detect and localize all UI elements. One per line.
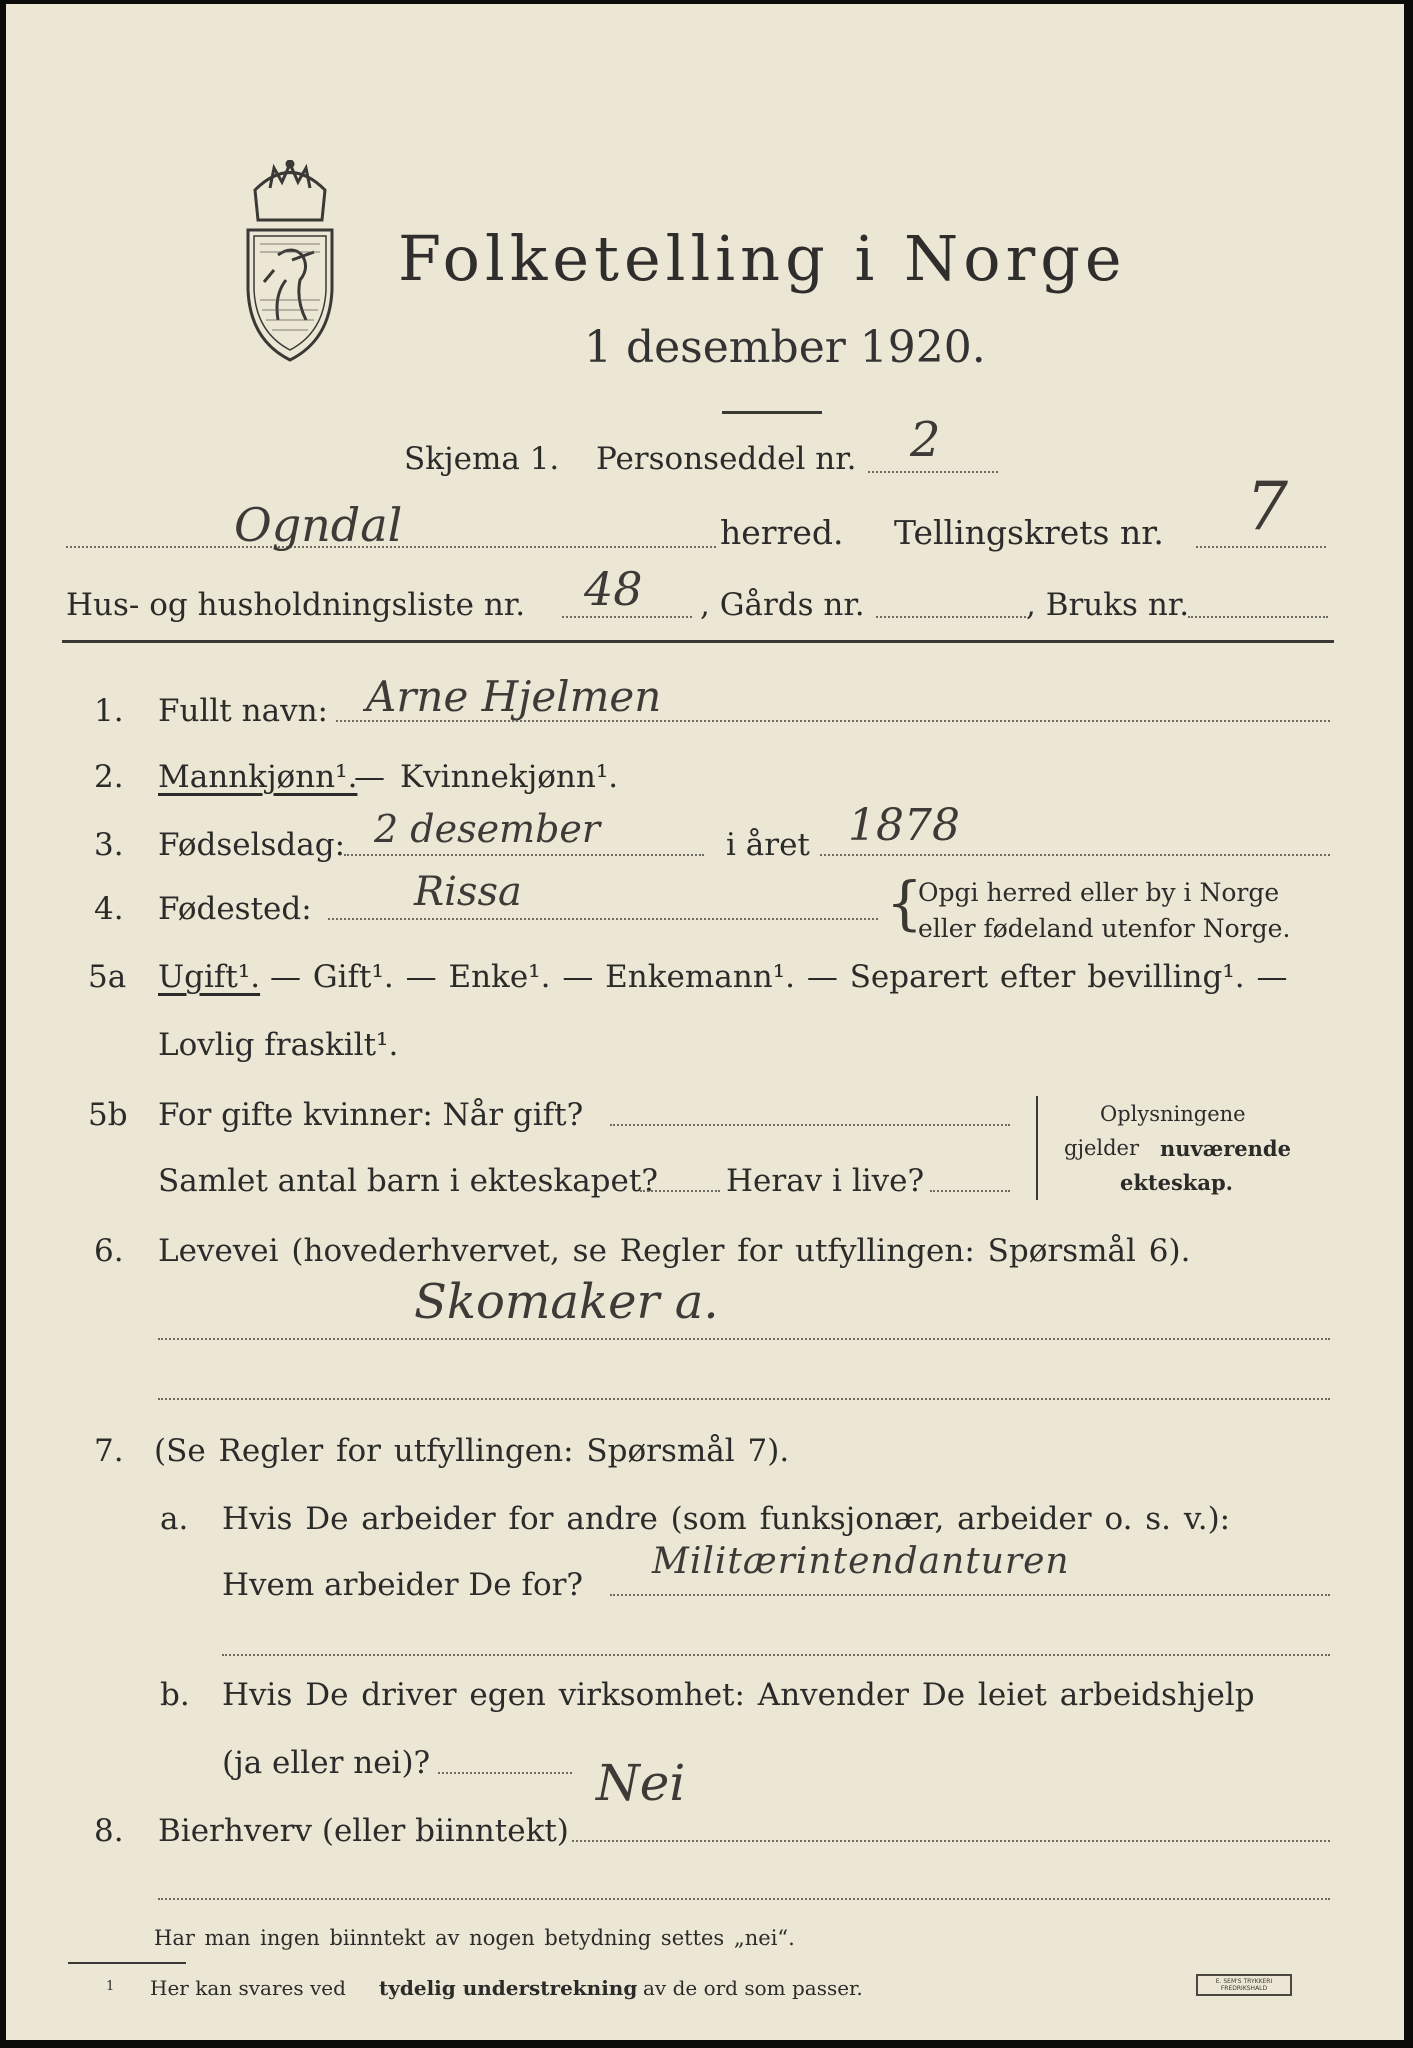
printer-stamp-text: E. SEM'S TRYKKERI FREDRIKSHALD bbox=[1215, 1978, 1273, 1992]
q7a-letter: a. bbox=[160, 1501, 189, 1537]
q6-label: Levevei (hovederhvervet, se Regler for utfyllingen: Spørsmål 6). bbox=[158, 1233, 1191, 1269]
q5b-note-line2-pre: gjelder bbox=[1064, 1136, 1140, 1160]
q4-number: 4. bbox=[94, 891, 124, 927]
q7b-line1: Hvis De driver egen virksomhet: Anvender De leiet arbeidshjelp bbox=[222, 1677, 1255, 1713]
printer-stamp bbox=[1196, 1974, 1292, 1996]
title-divider bbox=[722, 411, 822, 414]
q7a-line bbox=[610, 1594, 1330, 1596]
q5a-ugift: Ugift¹. bbox=[158, 959, 261, 995]
q8-number: 8. bbox=[94, 1813, 124, 1849]
skjema-label: Skjema 1. bbox=[404, 441, 560, 477]
bruks-label: , Bruks nr. bbox=[1026, 587, 1190, 623]
gards-label: , Gårds nr. bbox=[700, 587, 865, 623]
q5b-alive-line bbox=[930, 1190, 1010, 1192]
q3-year-label: i året bbox=[726, 827, 810, 863]
q8-line-extra bbox=[158, 1898, 1330, 1900]
q7b-line bbox=[438, 1772, 572, 1774]
footnote-post: av de ord som passer. bbox=[643, 1976, 863, 2000]
q2-dash: — bbox=[354, 759, 385, 795]
footnote-bold: tydelig understrekning bbox=[379, 1976, 638, 2000]
q7b-letter: b. bbox=[160, 1677, 190, 1713]
footer-note: Har man ingen biinntekt av nogen betydning settes „nei“. bbox=[154, 1926, 795, 1950]
q8-line bbox=[572, 1840, 1330, 1842]
q3-day-line bbox=[344, 854, 704, 856]
tellingskrets-value[interactable]: 7 bbox=[1246, 468, 1288, 545]
q8-value[interactable]: Nei bbox=[596, 1754, 686, 1812]
q1-value[interactable]: Arne Hjelmen bbox=[366, 672, 662, 721]
hus-line bbox=[562, 616, 692, 618]
q4-note-line1: Opgi herred eller by i Norge bbox=[918, 878, 1280, 907]
coat-of-arms-icon bbox=[230, 160, 350, 370]
q5b-children-line bbox=[640, 1190, 720, 1192]
q3-year-line bbox=[820, 854, 1330, 856]
q2-male: Mannkjønn¹. bbox=[158, 759, 358, 795]
q5b-herav: Herav i live? bbox=[726, 1163, 925, 1199]
q5b-line1: For gifte kvinner: Når gift? bbox=[158, 1097, 584, 1133]
q7a-line2: Hvem arbeider De for? bbox=[222, 1567, 584, 1603]
q1-number: 1. bbox=[94, 693, 124, 729]
gards-line bbox=[876, 616, 1026, 618]
q2-female: Kvinnekjønn¹. bbox=[400, 759, 619, 795]
q5b-note-line2-bold: nuværende bbox=[1160, 1136, 1291, 1161]
footnote-pre: Her kan svares ved bbox=[150, 1976, 346, 2000]
herred-value[interactable]: Ogndal bbox=[234, 498, 403, 552]
q5b-note-line1: Oplysningene bbox=[1100, 1102, 1246, 1126]
q5b-note-bracket bbox=[1036, 1096, 1038, 1200]
bruks-line bbox=[1188, 616, 1328, 618]
herred-label: herred. bbox=[720, 513, 844, 552]
q6-line1 bbox=[158, 1338, 1330, 1340]
q4-line bbox=[328, 918, 878, 920]
q3-number: 3. bbox=[94, 827, 124, 863]
q7a-line-extra bbox=[222, 1654, 1330, 1656]
q4-label: Fødested: bbox=[158, 891, 312, 927]
q5a-options: — Gift¹. — Enke¹. — Enkemann¹. — Separert efter bevilling¹. — bbox=[270, 959, 1288, 995]
q5a-number: 5a bbox=[88, 959, 127, 995]
q4-value[interactable]: Rissa bbox=[414, 869, 522, 915]
q3-day-value[interactable]: 2 desember bbox=[374, 807, 601, 851]
q7a-line1: Hvis De arbeider for andre (som funksjonær, arbeider o. s. v.): bbox=[222, 1501, 1231, 1537]
q5b-married-line bbox=[610, 1124, 1010, 1126]
q7b-line2: (ja eller nei)? bbox=[222, 1745, 431, 1781]
q6-line2 bbox=[158, 1398, 1330, 1400]
footnote-divider bbox=[68, 1962, 186, 1964]
q4-note-brace: { bbox=[886, 869, 923, 937]
q3-year-value[interactable]: 1878 bbox=[848, 800, 960, 851]
hus-value[interactable]: 48 bbox=[584, 562, 643, 616]
q6-number: 6. bbox=[94, 1233, 124, 1269]
tellingskrets-line bbox=[1196, 546, 1326, 548]
q5b-line2: Samlet antal barn i ekteskapet? bbox=[158, 1163, 658, 1199]
q5b-number: 5b bbox=[88, 1097, 128, 1133]
q6-value[interactable]: Skomaker a. bbox=[414, 1274, 719, 1330]
q2-number: 2. bbox=[94, 759, 124, 795]
q5b-note-line3: ekteskap. bbox=[1120, 1170, 1233, 1195]
form-title: Folketelling i Norge bbox=[398, 222, 1127, 295]
personseddel-value[interactable]: 2 bbox=[910, 412, 941, 468]
census-date: 1 desember 1920. bbox=[584, 322, 986, 373]
tellingskrets-label: Tellingskrets nr. bbox=[894, 513, 1164, 552]
hus-label: Hus- og husholdningsliste nr. bbox=[66, 587, 526, 623]
q7a-value[interactable]: Militærintendanturen bbox=[652, 1541, 1070, 1582]
footnote-mark: 1 bbox=[106, 1979, 115, 1994]
q7-label: (Se Regler for utfyllingen: Spørsmål 7). bbox=[154, 1433, 790, 1469]
census-form-page bbox=[6, 4, 1404, 2040]
q3-label: Fødselsdag: bbox=[158, 827, 346, 863]
q1-label: Fullt navn: bbox=[158, 693, 328, 729]
personseddel-label: Personseddel nr. bbox=[596, 441, 857, 477]
q8-label: Bierhverv (eller biinntekt) bbox=[158, 1813, 569, 1849]
personseddel-line bbox=[868, 471, 998, 473]
q7-number: 7. bbox=[94, 1433, 124, 1469]
header-divider bbox=[62, 640, 1334, 643]
q4-note-line2: eller fødeland utenfor Norge. bbox=[918, 914, 1291, 943]
q5a-line2: Lovlig fraskilt¹. bbox=[158, 1027, 399, 1063]
